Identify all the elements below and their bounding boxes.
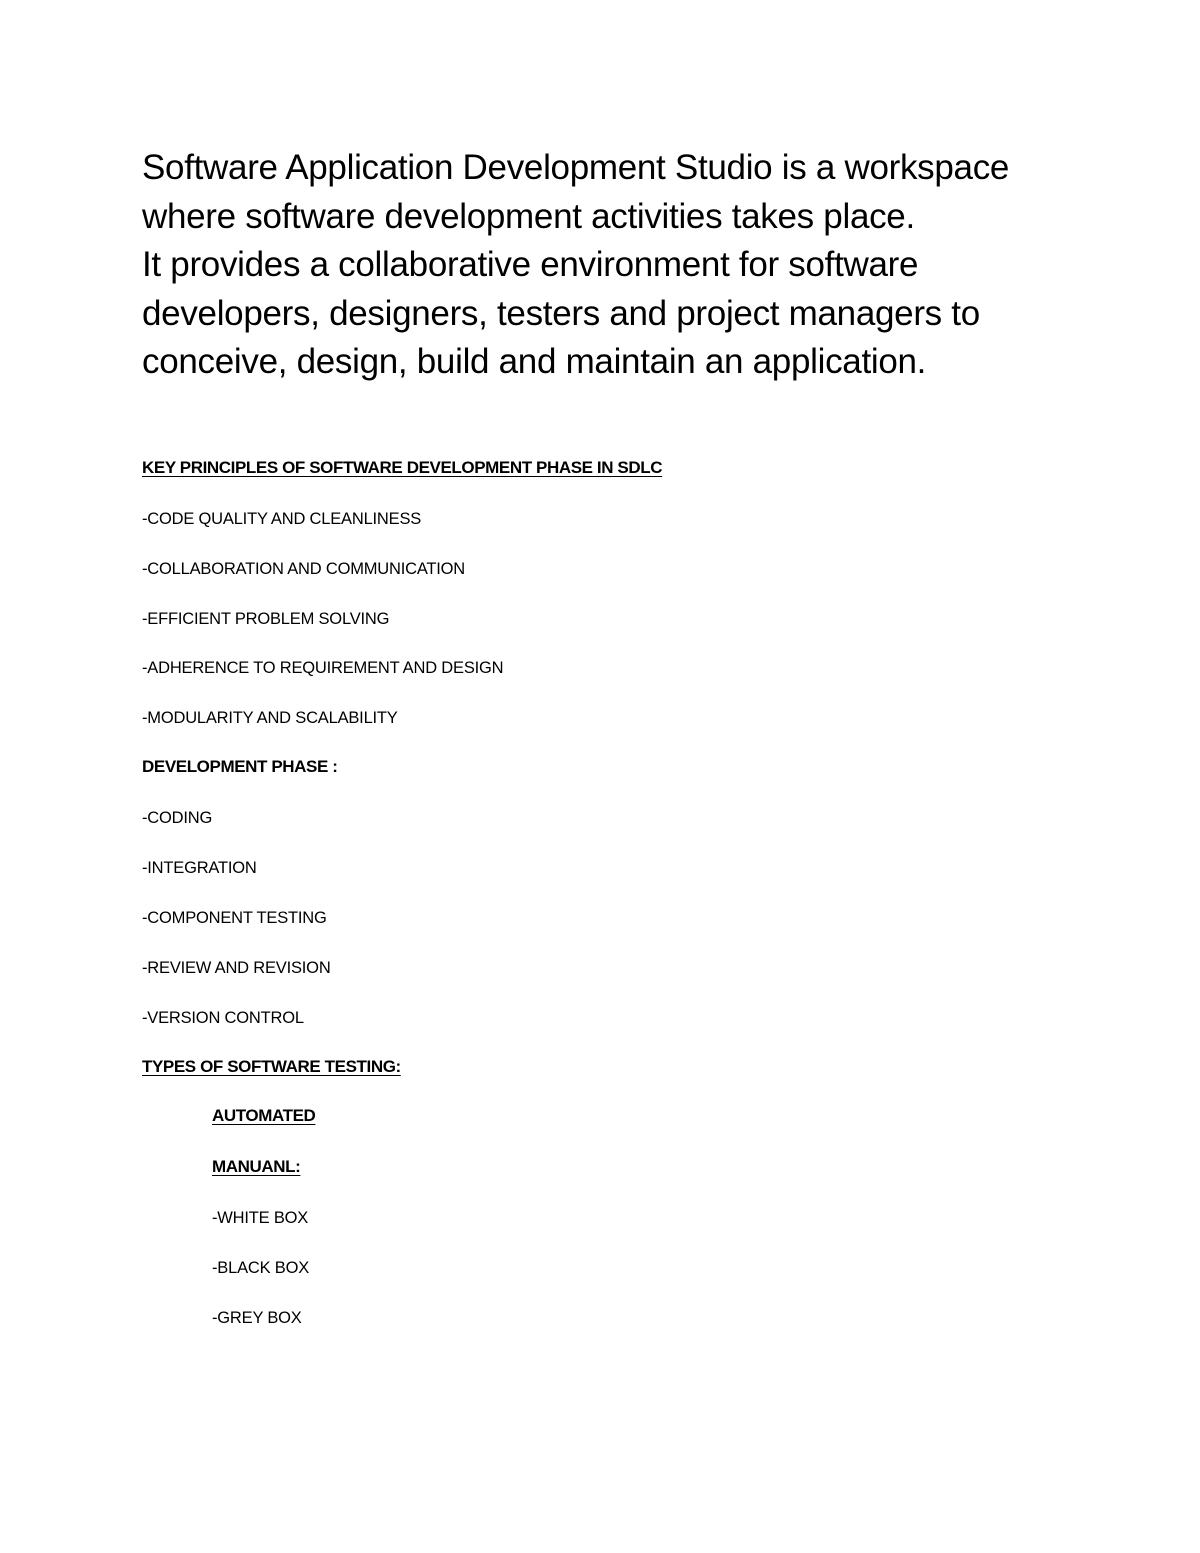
manual-testing-item: -BLACK BOX — [212, 1259, 310, 1277]
manual-testing-item: -GREY BOX — [212, 1309, 302, 1327]
intro-line: Software Application Development Studio is a workspace — [142, 148, 1010, 187]
development-phase-heading: DEVELOPMENT PHASE : — [142, 757, 338, 776]
intro-line: where software development activities takes place. — [142, 196, 915, 236]
intro-paragraph — [142, 144, 1142, 387]
development-phase-item: -REVIEW AND REVISION — [142, 959, 331, 977]
principle-item: -EFFICIENT PROBLEM SOLVING — [142, 610, 390, 628]
principle-item: -COLLABORATION AND COMMUNICATION — [142, 560, 466, 578]
principle-item: -MODULARITY AND SCALABILITY — [142, 709, 398, 727]
manual-testing-heading: MANUANL: — [212, 1157, 301, 1176]
automated-testing-heading: AUTOMATED — [212, 1106, 316, 1125]
testing-types-heading: TYPES OF SOFTWARE TESTING: — [142, 1057, 401, 1076]
intro-line: developers, designers, testers and project managers to — [142, 293, 980, 333]
development-phase-item: -INTEGRATION — [142, 859, 257, 877]
development-phase-item: -CODING — [142, 809, 213, 827]
development-phase-item: -COMPONENT TESTING — [142, 909, 327, 927]
principle-item: -CODE QUALITY AND CLEANLINESS — [142, 510, 422, 528]
key-principles-heading: KEY PRINCIPLES OF SOFTWARE DEVELOPMENT PHASE IN SDLC — [142, 458, 663, 477]
manual-testing-item: -WHITE BOX — [212, 1209, 309, 1227]
principle-item: -ADHERENCE TO REQUIREMENT AND DESIGN — [142, 659, 504, 677]
intro-line: conceive, design, build and maintain an application. — [142, 342, 927, 381]
development-phase-item: -VERSION CONTROL — [142, 1009, 304, 1027]
intro-line: It provides a collaborative environment for software — [142, 245, 919, 284]
